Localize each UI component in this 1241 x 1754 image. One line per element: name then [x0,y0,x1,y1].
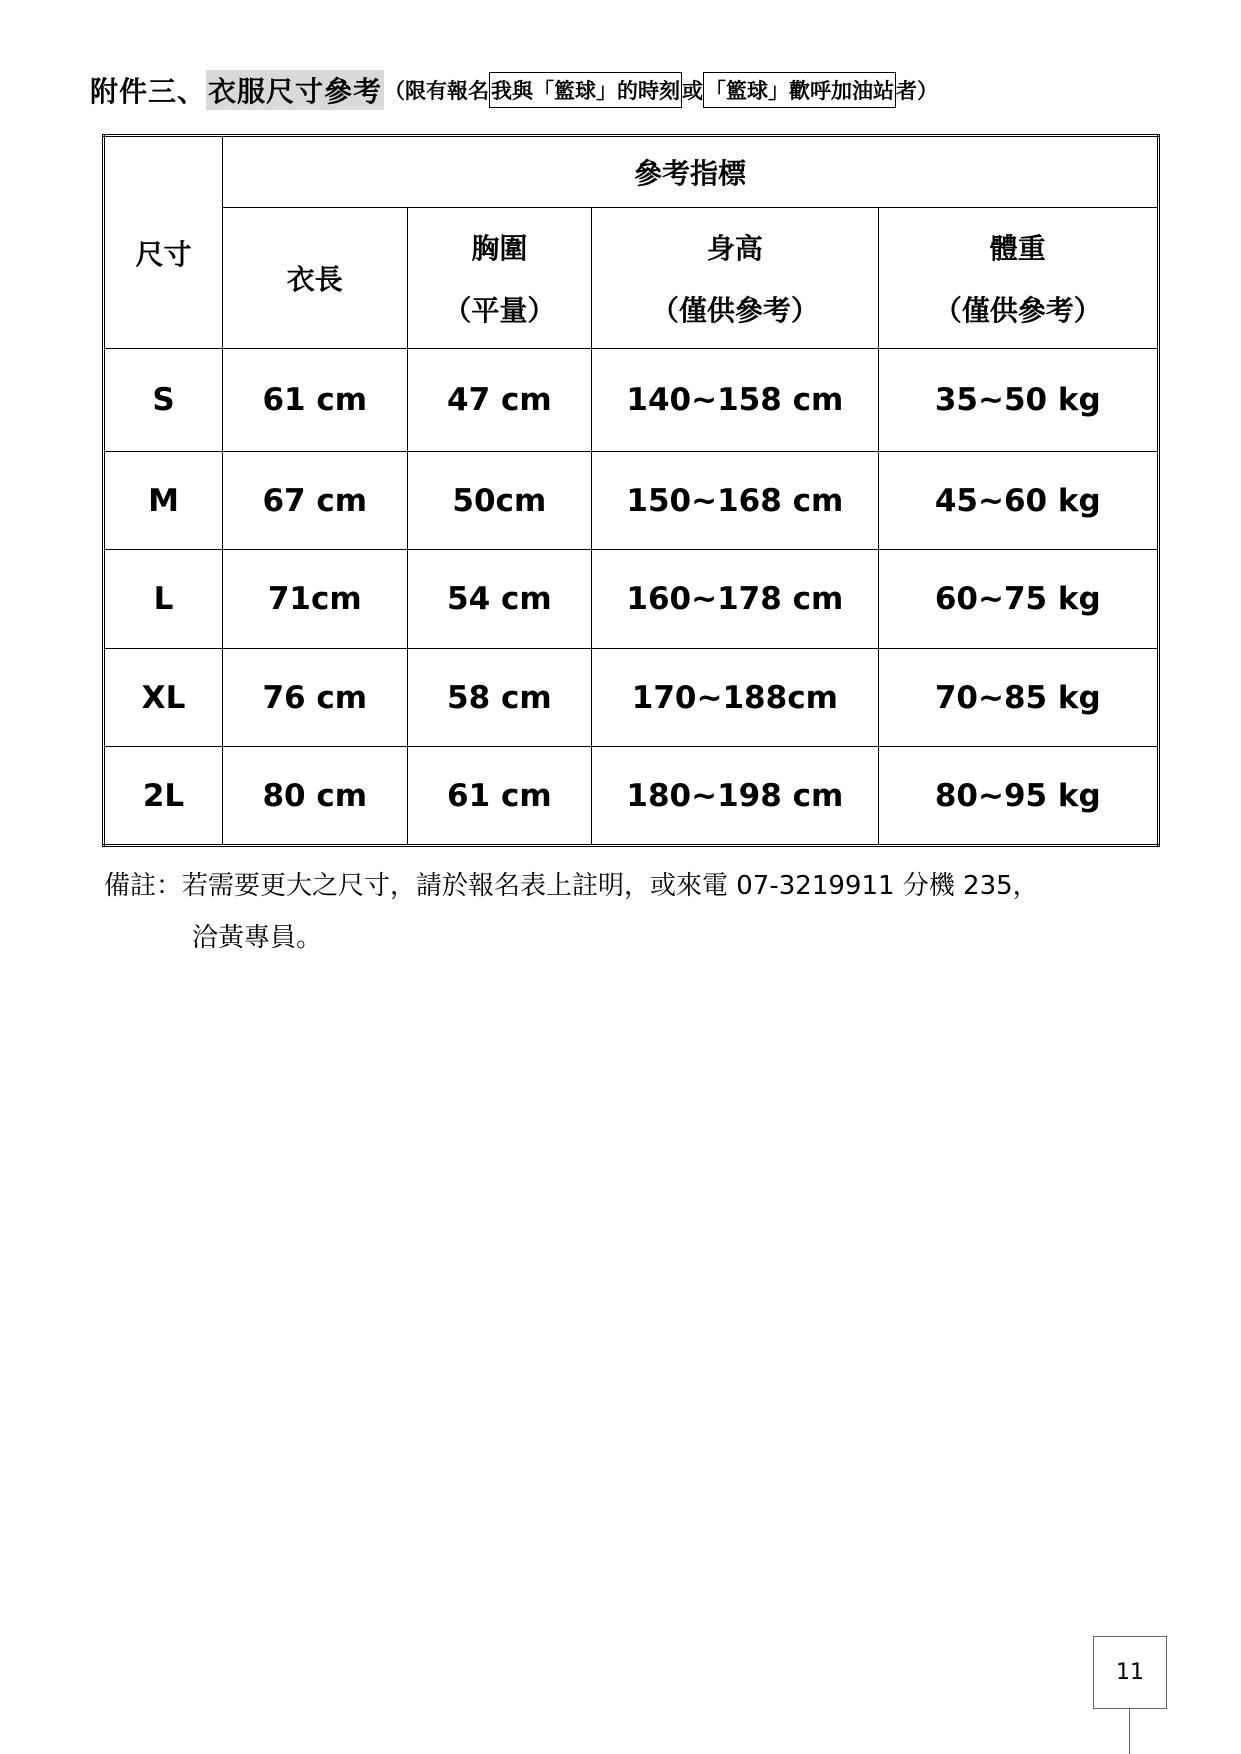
column-header-height [592,208,878,349]
weight-cell: 35~50 kg [878,349,1158,452]
group-header: 參考指標 [223,136,1159,208]
heading-highlight: 衣服尺寸參考 [206,70,384,110]
column-header-line1: 衣長 [286,263,343,297]
heading-sub-open: （限有報名 [384,79,490,103]
chest-cell: 54 cm [407,550,592,649]
heading-event-2: 「籃球」歡呼加油站 [703,72,896,108]
size-cell: S [104,349,223,452]
size-cell: 2L [104,747,223,846]
heading-event-1: 我與「籃球」的時刻 [489,72,682,108]
weight-cell: 60~75 kg [878,550,1158,649]
length-cell: 71cm [223,550,408,649]
heading [90,66,938,114]
chest-cell: 58 cm [407,648,592,747]
chest-cell: 50cm [407,451,592,550]
chest-cell: 61 cm [407,747,592,846]
weight-cell: 45~60 kg [878,451,1158,550]
size-cell: XL [104,648,223,747]
table-row [104,349,1159,452]
height-cell: 160~178 cm [592,550,878,649]
page-number-tick [1129,1708,1130,1754]
chest-cell: 47 cm [407,349,592,452]
table-row [104,747,1159,846]
size-cell: M [104,451,223,550]
heading-sub-close: 者） [896,79,939,103]
length-cell: 80 cm [223,747,408,846]
height-cell: 170~188cm [592,648,878,747]
column-header-line1: 身高 [706,232,763,266]
column-header-line1: 胸圍 [471,232,528,266]
table-row [104,550,1159,649]
column-header-line2: （僅供參考） [650,294,819,328]
table-row [104,648,1159,747]
column-header-length [223,208,408,349]
column-header-line1: 體重 [989,232,1046,266]
size-table [102,134,1160,847]
column-header-chest [407,208,592,349]
page-number: 11 [1093,1636,1167,1709]
length-cell: 76 cm [223,648,408,747]
column-header-line2: （平量） [443,294,556,328]
heading-sub-mid: 或 [682,79,704,103]
remark-line-1: 備註：若需要更大之尺寸，請於報名表上註明，或來電 07-3219911 分機 235， [104,871,1039,901]
length-cell: 67 cm [223,451,408,550]
height-cell: 140~158 cm [592,349,878,452]
height-cell: 150~168 cm [592,451,878,550]
heading-prefix: 附件三、 [90,75,207,108]
table-row [104,451,1159,550]
length-cell: 61 cm [223,349,408,452]
weight-cell: 70~85 kg [878,648,1158,747]
size-header: 尺寸 [104,136,223,349]
remark [104,860,1039,964]
weight-cell: 80~95 kg [878,747,1158,846]
height-cell: 180~198 cm [592,747,878,846]
column-header-weight [878,208,1158,349]
column-header-line2: （僅供參考） [933,294,1102,328]
size-cell: L [104,550,223,649]
remark-line-2: 洽黃專員。 [192,923,323,953]
